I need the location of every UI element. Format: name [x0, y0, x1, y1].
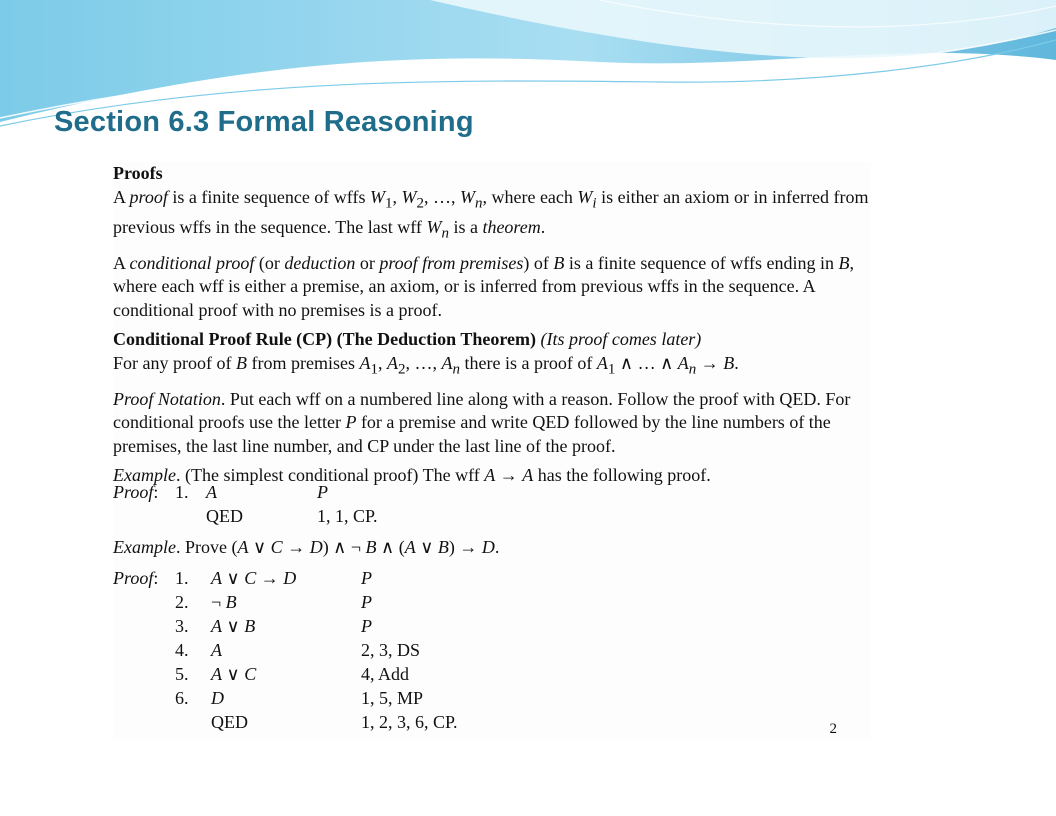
reason: 1, 1, CP. [317, 506, 378, 526]
proof-line [113, 480, 871, 504]
proof-line [113, 662, 871, 686]
wff: QED [206, 506, 243, 526]
proof-1 [113, 480, 871, 532]
wff: A ∨ B [211, 616, 256, 636]
reason: P [361, 592, 372, 612]
proof-2 [113, 566, 871, 736]
wff: A [206, 482, 217, 502]
slide-title: Section 6.3 Formal Reasoning [54, 106, 474, 138]
cp-rule-heading: Conditional Proof Rule (CP) (The Deduction Theorem) (Its proof comes later) [113, 329, 702, 350]
reason: P [361, 616, 372, 636]
page-number: 2 [829, 721, 837, 737]
proof-definition: A proof is a finite sequence of wffs $W_1$, $W_2$, …, $W_n$, where each $W_i$ is either an axiom or in inferred from previous wffs in the sequence. The last wff $W_n$ is a theorem. [113, 186, 869, 242]
conditional-proof-definition: A conditional proof (or deduction or proof from premises) of B is a finite sequence of wffs ending in B, where each wff is either a premise, an axiom, or is inferred from previous wffs in the sequence. A conditional proof with no premises is a proof. [113, 252, 854, 320]
wff: A ∨ C [211, 664, 257, 684]
line-number: 2. [175, 592, 189, 612]
reason: 2, 3, DS [361, 640, 421, 660]
proof-line [113, 614, 871, 638]
wff: D [211, 688, 224, 708]
line-number: 1. [175, 568, 189, 588]
proof-line [113, 590, 871, 614]
document-image [113, 162, 871, 740]
wff: A [211, 640, 222, 660]
cp-rule-statement: For any proof of B from premises $A_1$, $A_2$, …, $A_n$ there is a proof of $A_1$ ∧ … ∧ $A_n \to B$. [113, 352, 739, 378]
proof-line [113, 638, 871, 662]
proof-line [113, 686, 871, 710]
wff: A ∨ C → D [211, 568, 297, 588]
proof-line [113, 710, 871, 734]
example-2: Example. Prove (A ∨ C → D) ∧ ¬ B ∧ (A ∨ B) → D. [113, 537, 500, 557]
proofs-heading: Proofs [113, 163, 163, 183]
reason: P [361, 568, 372, 588]
reason: 4, Add [361, 664, 410, 684]
wff: QED [211, 712, 248, 732]
example-1: Example. (The simplest conditional proof) The wff A → A has the following proof. [113, 465, 711, 486]
line-number: 3. [175, 616, 189, 636]
wff: ¬ B [211, 592, 237, 612]
proof-label: Proof: [113, 482, 159, 502]
proof-line [113, 504, 871, 528]
line-number: 5. [175, 664, 189, 684]
reason: P [317, 482, 328, 502]
proof-line [113, 566, 871, 590]
reason: 1, 5, MP [361, 688, 424, 708]
line-number: 6. [175, 688, 189, 708]
reason: 1, 2, 3, 6, CP. [361, 712, 458, 732]
proof-label: Proof: [113, 568, 159, 588]
line-number: 4. [175, 640, 189, 660]
line-number: 1. [175, 482, 189, 502]
proof-notation: Proof Notation. Put each wff on a numbered line along with a reason. Follow the proof with QED. For conditional proofs use the letter P for a premise and write QED followed by the line numbers of the premises, the last line number, and CP under the last line of the proof. [113, 388, 851, 456]
